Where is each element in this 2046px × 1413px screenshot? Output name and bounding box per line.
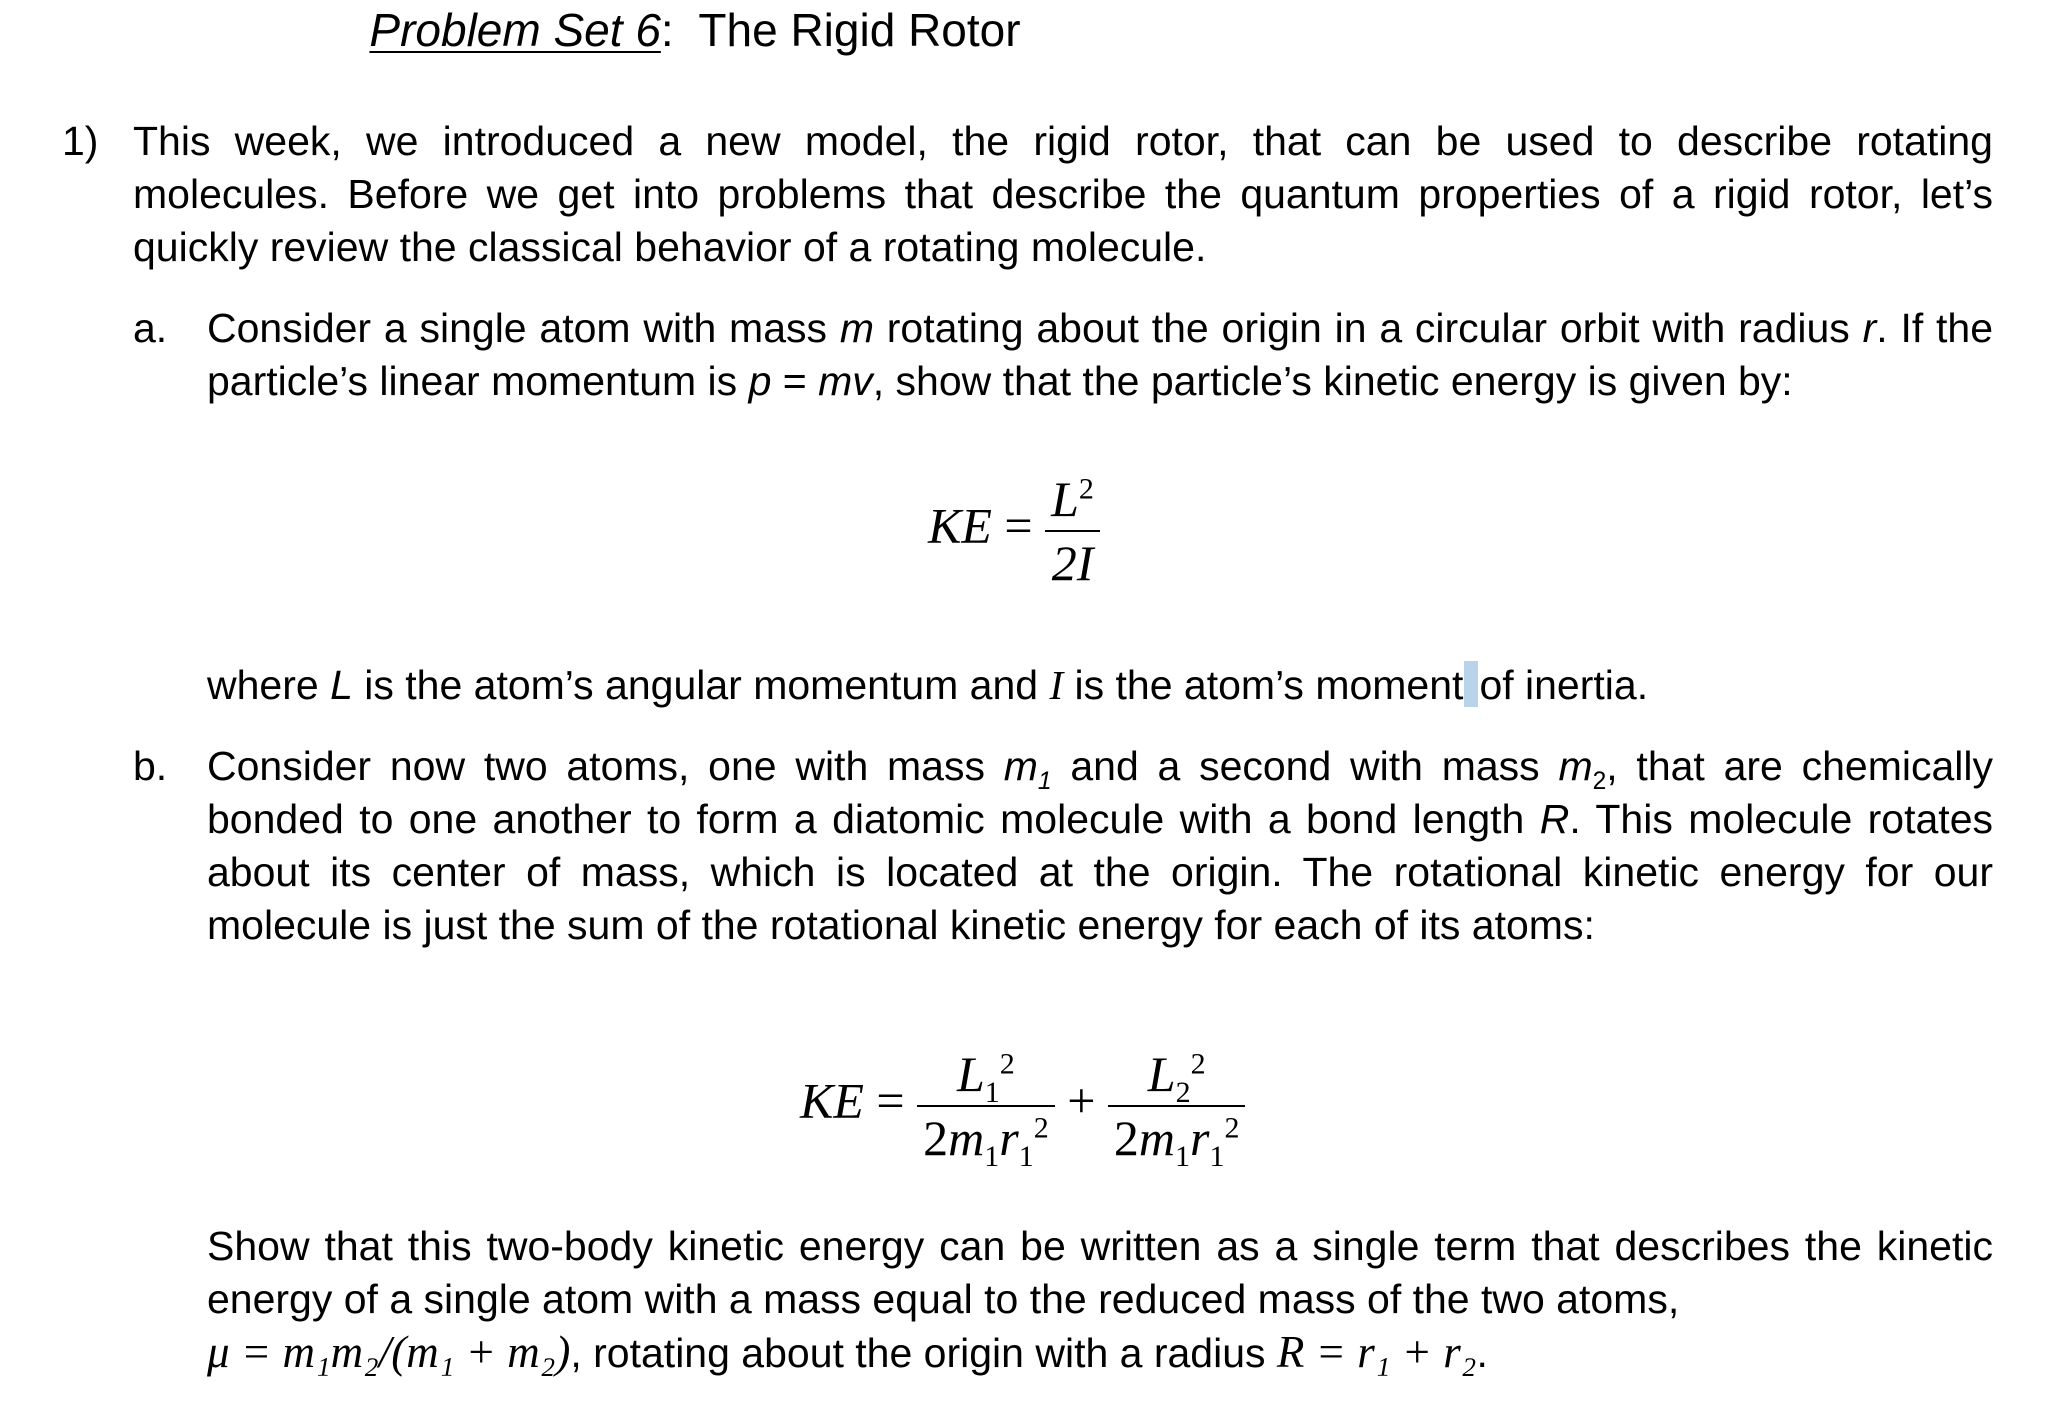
question-intro: This week, we introduced a new model, the rigid rotor, that can be used to describe rotating molecules. Before we get into problems that describe the quantum properties of a rigid rotor, let’s quickly review the classical behavior of a rotating molecule. — [133, 118, 1993, 270]
part-a-text: Consider a single atom with mass m rotating about the origin in a circular orbit with radius r. If the particle’s linear momentum is p = mv, show that the particle’s kinetic energy is given by: — [207, 305, 1994, 404]
part-a-letter: a. — [133, 305, 168, 351]
title-colon: : — [660, 4, 674, 56]
text-cursor — [1464, 661, 1478, 707]
page-title — [0, 0, 1390, 60]
part-b-letter: b. — [133, 743, 168, 789]
part-a-where: where L is the atom’s angular momentum and I is the atom’s moment of inertia. — [207, 662, 1649, 708]
part-b-text: Consider now two atoms, one with mass $m_1$ and a second with mass $m_2$, that are chemically bonded to one another to form a diatomic molecule with a bond length R. This molecule rotates about its center of mass, which is located at the origin. The rotational kinetic energy for our molecule is just the sum of the rotational kinetic energy for each of its atoms: — [207, 743, 1993, 948]
problem-set-label: Problem Set 6 — [369, 4, 661, 56]
kinetic-energy-equation: KE = $\frac{L^2}{2I}$ — [928, 470, 1100, 592]
radius-expression: R = r₁ + r₂ — [1276, 1327, 1477, 1377]
two-body-kinetic-energy-equation: KE = $\frac{L_1^2}{2m_1r_1^2}$ + $\frac{L_2^2}{2m_1r_1^2}$ — [800, 1045, 1245, 1167]
part-b-task: Show that this two-body kinetic energy can be written as a single term that describes the kinetic energy of a single atom with a mass equal to the reduced mass of the two atoms, μ = m₁m₂/(m₁ + m₂), rotating about the origin with a radius R = r₁ + r₂. — [207, 1223, 1993, 1377]
question-number: 1) — [62, 118, 99, 164]
title-topic: The Rigid Rotor — [698, 4, 1021, 56]
reduced-mass-expression: μ = m₁m₂/(m₁ + m₂) — [207, 1327, 571, 1377]
